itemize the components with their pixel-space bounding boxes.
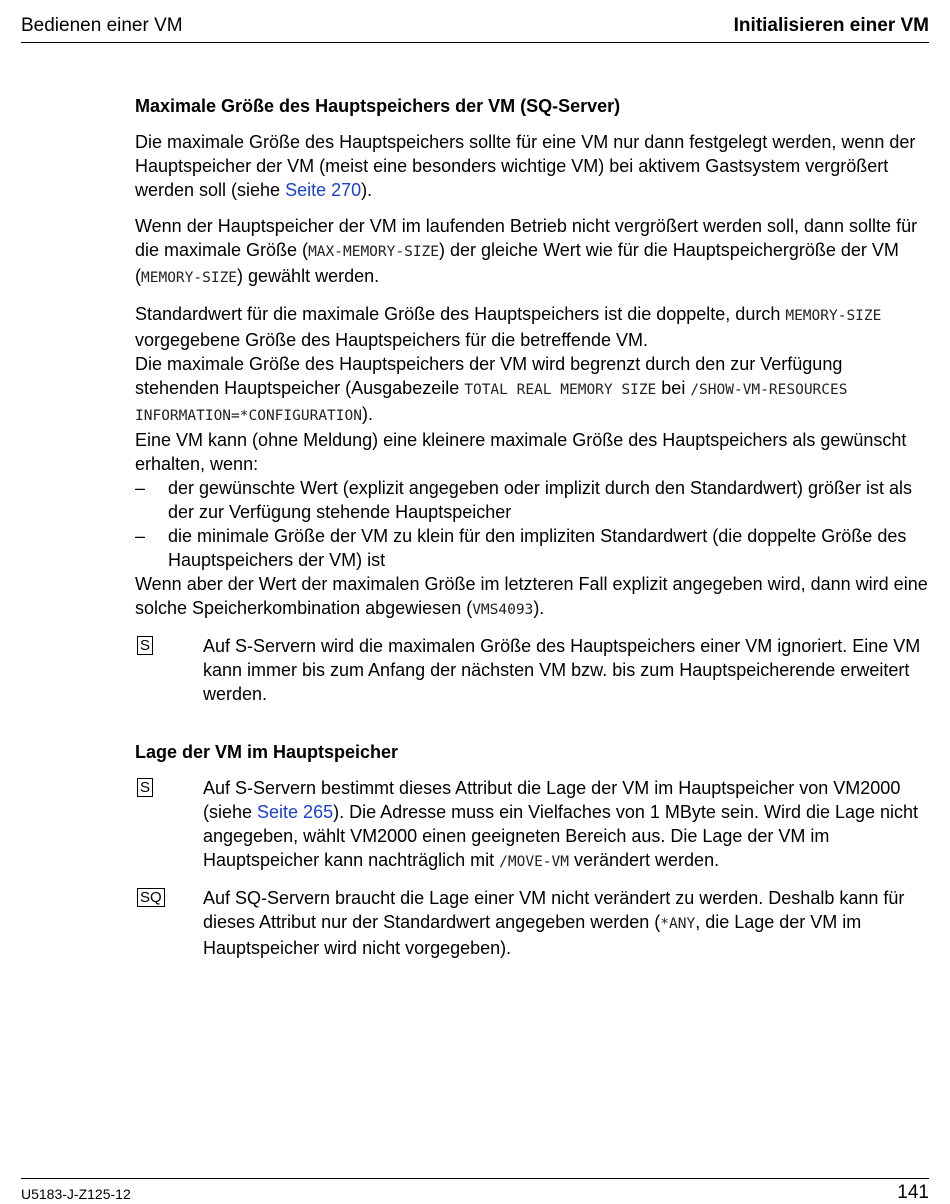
section-title-vm-location: Lage der VM im Hauptspeicher — [135, 742, 399, 762]
paragraph-default-value: Standardwert für die maximale Größe des Hauptspeichers ist die doppelte, durch MEMORY-SIZE vorgegebene Größe des Hauptspeichers für die betreffende VM. — [135, 304, 882, 350]
header-chapter-title: Bedienen einer VM — [21, 15, 183, 36]
code-any: *ANY — [660, 916, 696, 932]
dash-bullet: – — [135, 526, 146, 546]
footer-rule — [21, 1178, 929, 1179]
condition-list — [135, 476, 930, 572]
header-rule — [21, 42, 929, 43]
code-memory-size: MEMORY-SIZE — [141, 270, 238, 286]
dash-bullet: – — [135, 478, 146, 498]
page-content — [135, 94, 930, 972]
code-max-memory-size: MAX-MEMORY-SIZE — [308, 244, 440, 260]
code-memory-size-2: MEMORY-SIZE — [785, 308, 882, 324]
paragraph-rejected: Wenn aber der Wert der maximalen Größe im letzteren Fall explizit angegeben wird, dann wird eine solche Speicherkombination abgewiesen (VMS4093). — [135, 574, 928, 618]
paragraph-max-memory-size: Wenn der Hauptspeicher der VM im laufenden Betrieb nicht vergrößert werden soll, dann sollte für die maximale Größe (MAX-MEMORY-SIZE) der gleiche Wert wie für die Hauptspeichergröße der VM (MEMORY-SIZE) gewählt werden. — [135, 216, 918, 286]
section-title-max-memory: Maximale Größe des Hauptspeichers der VM (SQ-Server) — [135, 96, 621, 116]
paragraph-intro: Die maximale Größe des Hauptspeichers sollte für eine VM nur dann festgelegt werden, wenn der Hauptspeicher der VM (meist eine besonders wichtige VM) bei aktivem Gastsystem vergrößert werden soll (siehe Seite 270). — [135, 132, 916, 200]
page-link-265[interactable]: Seite 265 — [257, 802, 334, 822]
code-move-vm: /MOVE-VM — [499, 854, 569, 870]
code-total-real-memory-size: TOTAL REAL MEMORY SIZE — [464, 382, 657, 398]
code-show-vm-resources: /SHOW-VM-RESOURCES INFORMATION=*CONFIGURATION — [135, 382, 848, 424]
paragraph-limit: Die maximale Größe des Hauptspeichers der VM wird begrenzt durch den zur Verfügung stehenden Hauptspeicher (Ausgabezeile TOTAL REAL MEMORY SIZE bei /SHOW-VM-RESOURCES INFORMATION=*CONFIGURATION). — [135, 354, 848, 424]
sq-server-tag: SQ — [137, 888, 165, 907]
footer-doc-id: U5183-J-Z125-12 — [21, 1186, 131, 1202]
s-server-tag: S — [137, 636, 153, 655]
s-server-note-2: S Auf S-Servern bestimmt dieses Attribut die Lage der VM im Hauptspeicher von VM2000 (siehe Seite 265). Die Adresse muss ein Vielfaches von 1 MByte sein. Wird die Lage nicht angegeben, wählt VM2000 einen geeigneten Bereich aus. Die Lage der VM im Hauptspeicher kann nachträglich mit /MOVE-VM verändert werden. — [135, 776, 930, 874]
list-item: – die minimale Größe der VM zu klein für den impliziten Standardwert (die doppelte Größe des Hauptspeichers der VM) ist — [135, 526, 907, 570]
page-number: 141 — [897, 1182, 929, 1203]
header-section-title: Initialisieren einer VM — [733, 15, 929, 36]
page-link-270[interactable]: Seite 270 — [285, 180, 362, 200]
s-server-tag: S — [137, 778, 153, 797]
sq-server-note: SQ Auf SQ-Servern braucht die Lage einer VM nicht verändert zu werden. Deshalb kann für dieses Attribut nur der Standardwert angegeben werden (*ANY, die Lage der VM im Hauptspeicher wird nicht vorgegeben). — [135, 886, 930, 960]
list-item: – der gewünschte Wert (explizit angegeben oder implizit durch den Standardwert) größer ist als der zur Verfügung stehende Hauptspeicher — [135, 478, 913, 522]
code-vms4093: VMS4093 — [472, 602, 534, 618]
paragraph-smaller-size: Eine VM kann (ohne Meldung) eine kleinere maximale Größe des Hauptspeichers als gewünscht erhalten, wenn: — [135, 430, 907, 474]
s-server-note-1: S Auf S-Servern wird die maximalen Größe des Hauptspeichers einer VM ignoriert. Eine VM kann immer bis zum Anfang der nächsten VM bzw. bis zum Hauptspeicherende erweitert werden. — [135, 634, 930, 706]
section-spacer — [135, 718, 930, 740]
